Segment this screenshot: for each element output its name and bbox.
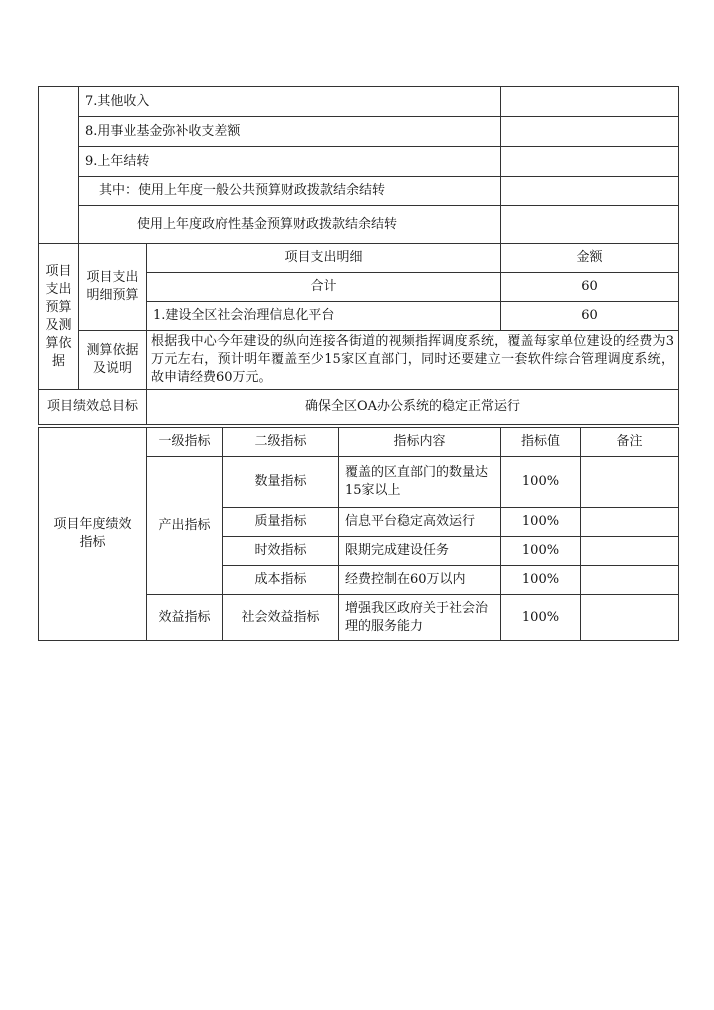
indicator-value: 100% [501, 537, 581, 566]
level2-indicator: 时效指标 [223, 537, 339, 566]
indicator-content: 限期完成建设任务 [339, 537, 501, 566]
indicator-content: 增强我区政府关于社会治理的服务能力 [339, 595, 501, 641]
blank-cell [39, 87, 79, 244]
table-row [39, 147, 679, 177]
income-item-amount [501, 117, 679, 147]
indicator-content: 信息平台稳定高效运行 [339, 508, 501, 537]
budget-table [38, 86, 679, 425]
income-item-label: 9.上年结转 [79, 147, 501, 177]
header-value: 指标值 [501, 428, 581, 457]
basis-label: 测算依据及说明 [79, 331, 147, 390]
indicator-remark [581, 595, 679, 641]
expense-section-label: 项目支出预算及测算依据 [39, 244, 79, 390]
table-row [39, 244, 679, 273]
indicator-value: 100% [501, 457, 581, 508]
expense-item-label: 1.建设全区社会治理信息化平台 [147, 302, 501, 331]
income-item-amount [501, 177, 679, 206]
table-row [39, 87, 679, 117]
table-row [39, 206, 679, 244]
expense-header-item: 项目支出明细 [147, 244, 501, 273]
indicator-value: 100% [501, 566, 581, 595]
expense-detail-label: 项目支出明细预算 [79, 244, 147, 331]
table-row [39, 117, 679, 147]
level2-indicator: 社会效益指标 [223, 595, 339, 641]
header-remark: 备注 [581, 428, 679, 457]
table-row [39, 177, 679, 206]
expense-item-amount: 60 [501, 302, 679, 331]
level2-indicator: 成本指标 [223, 566, 339, 595]
income-item-label: 7.其他收入 [79, 87, 501, 117]
performance-goal-label: 项目绩效总目标 [39, 390, 147, 425]
level1-indicator: 产出指标 [147, 457, 223, 595]
level2-indicator: 数量指标 [223, 457, 339, 508]
income-item-amount [501, 87, 679, 117]
indicator-value: 100% [501, 595, 581, 641]
indicator-value: 100% [501, 508, 581, 537]
level2-indicator: 质量指标 [223, 508, 339, 537]
performance-goal-text: 确保全区OA办公系统的稳定正常运行 [147, 390, 679, 425]
indicator-remark [581, 508, 679, 537]
income-item-label: 使用上年度政府性基金预算财政拨款结余结转 [79, 206, 501, 244]
income-item-label: 其中：使用上年度一般公共预算财政拨款结余结转 [79, 177, 501, 206]
indicator-remark [581, 566, 679, 595]
level1-indicator: 效益指标 [147, 595, 223, 641]
basis-text: 根据我中心今年建设的纵向连接各街道的视频指挥调度系统，覆盖每家单位建设的经费为3万元左右，预计明年覆盖至少15家区直部门，同时还要建立一套软件综合管理调度系统，故申请经费60万元。 [147, 331, 679, 390]
income-item-amount [501, 147, 679, 177]
header-level2: 二级指标 [223, 428, 339, 457]
table-row [39, 428, 679, 457]
indicator-content: 经费控制在60万以内 [339, 566, 501, 595]
header-level1: 一级指标 [147, 428, 223, 457]
income-item-label: 8.用事业基金弥补收支差额 [79, 117, 501, 147]
indicator-remark [581, 537, 679, 566]
table-row [39, 390, 679, 425]
expense-header-amount: 金额 [501, 244, 679, 273]
expense-total-amount: 60 [501, 273, 679, 302]
income-item-amount [501, 206, 679, 244]
expense-total-label: 合计 [147, 273, 501, 302]
indicator-remark [581, 457, 679, 508]
annual-indicator-label: 项目年度绩效指标 [39, 428, 147, 641]
indicator-content: 覆盖的区直部门的数量达15家以上 [339, 457, 501, 508]
performance-table [38, 427, 679, 641]
header-content: 指标内容 [339, 428, 501, 457]
table-row [39, 331, 679, 390]
